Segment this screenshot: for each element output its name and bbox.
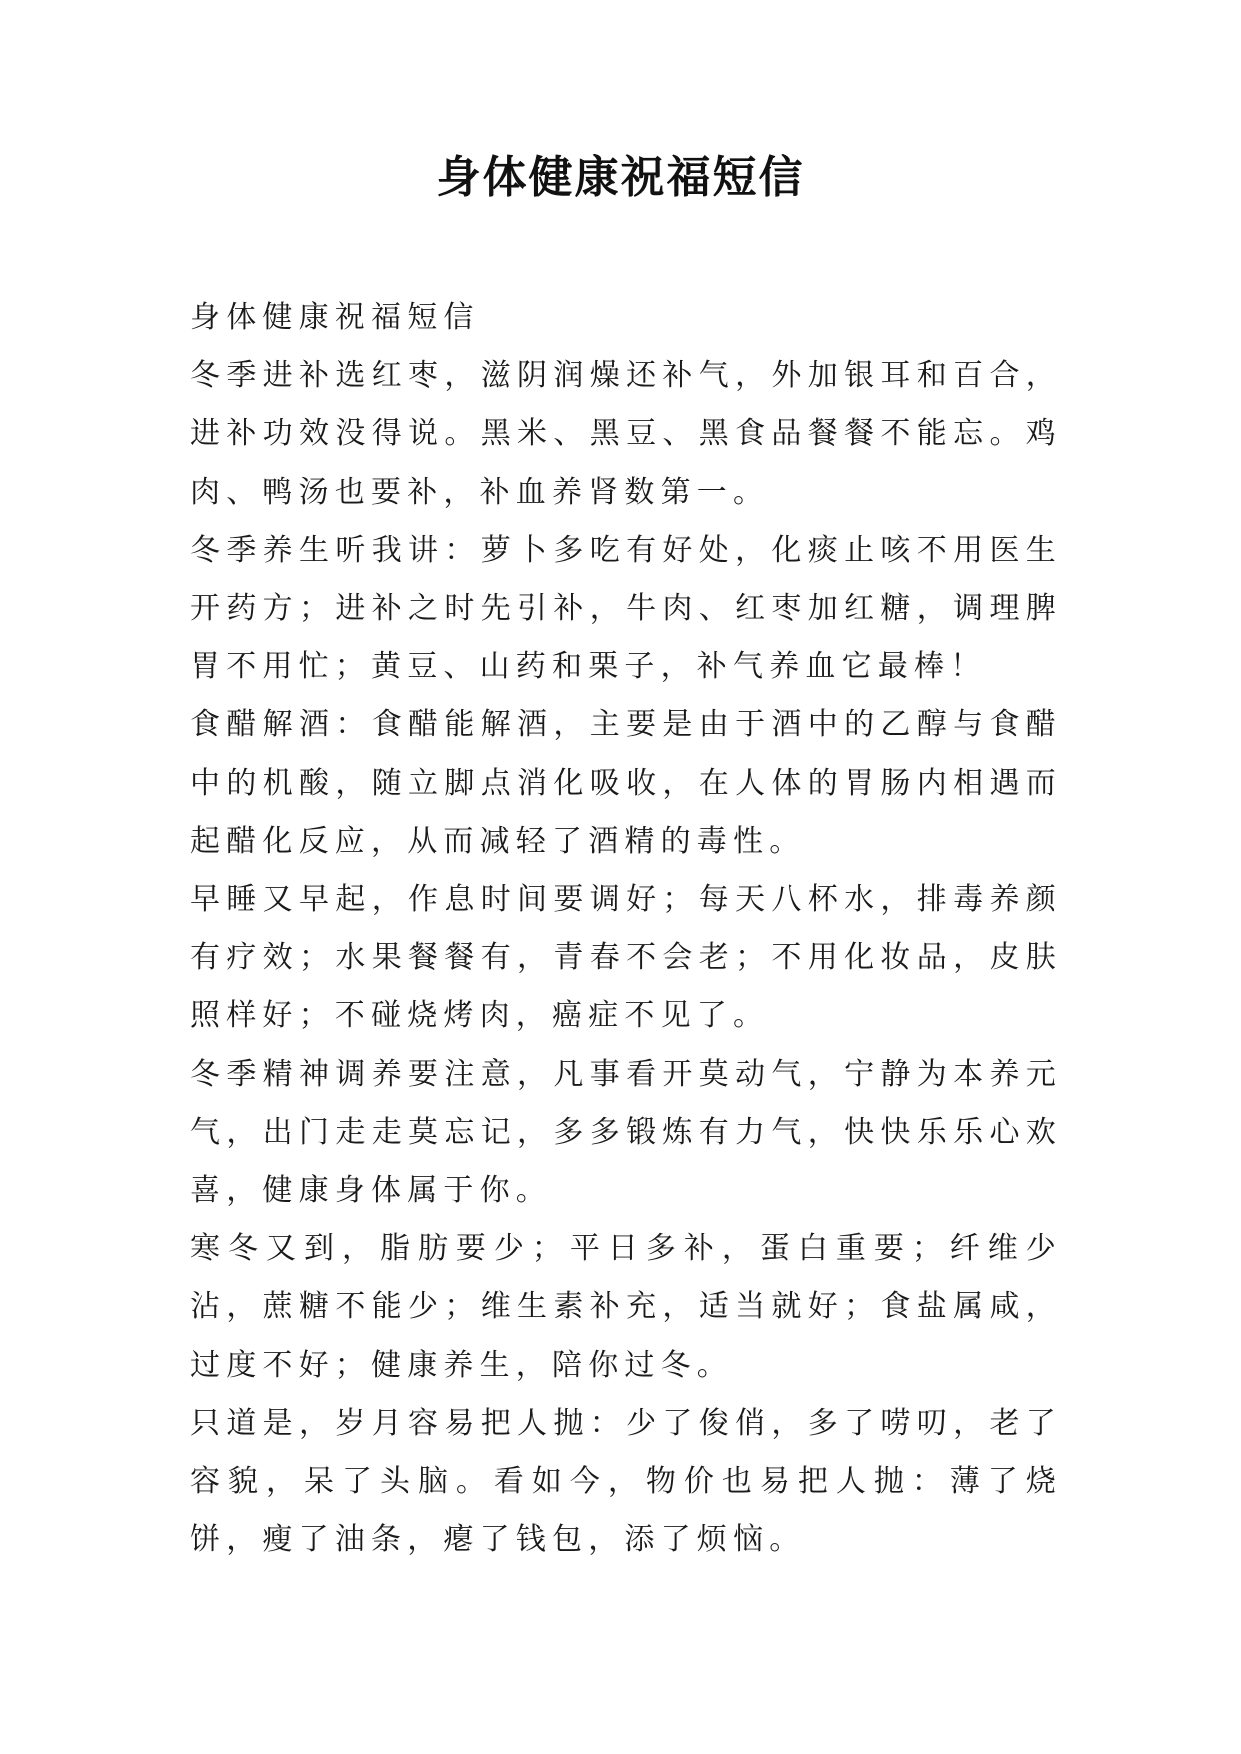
paragraph: 早睡又早起，作息时间要调好；每天八杯水，排毒养颜有疗效；水果餐餐有，青春不会老；不用化妆品，皮肤照样好；不碰烧烤肉，癌症不见了。 [190,882,1062,1034]
paragraph: 冬季养生听我讲：萝卜多吃有好处，化痰止咳不用医生开药方；进补之时先引补，牛肉、红枣加红糖，调理脾胃不用忙；黄豆、山药和栗子，补气养血它最棒！ [190,532,1062,685]
paragraph-subtitle: 身体健康祝福短信 [190,300,480,335]
paragraph: 食醋解酒：食醋能解酒，主要是由于酒中的乙醇与食醋中的机酸，随立脚点消化吸收，在人体的胃肠内相遇而起醋化反应，从而减轻了酒精的毒性。 [190,707,1062,859]
paragraph: 寒冬又到，脂肪要少；平日多补，蛋白重要；纤维少沾，蔗糖不能少；维生素补充，适当就好；食盐属咸，过度不好；健康养生，陪你过冬。 [190,1231,1062,1383]
paragraph: 冬季精神调养要注意，凡事看开莫动气，宁静为本养元气，出门走走莫忘记，多多锻炼有力气，快快乐乐心欢喜，健康身体属于你。 [190,1056,1062,1209]
document-body [190,289,1062,1569]
paragraph: 冬季进补选红枣，滋阴润燥还补气，外加银耳和百合，进补功效没得说。黑米、黑豆、黑食品餐餐不能忘。鸡肉、鸭汤也要补，补血养肾数第一。 [190,358,1062,510]
paragraph: 只道是，岁月容易把人抛：少了俊俏，多了唠叨，老了容貌，呆了头脑。看如今，物价也易把人抛：薄了烧饼，瘦了油条，瘪了钱包，添了烦恼。 [190,1405,1062,1558]
document-title: 身体健康祝福短信 [436,152,805,203]
